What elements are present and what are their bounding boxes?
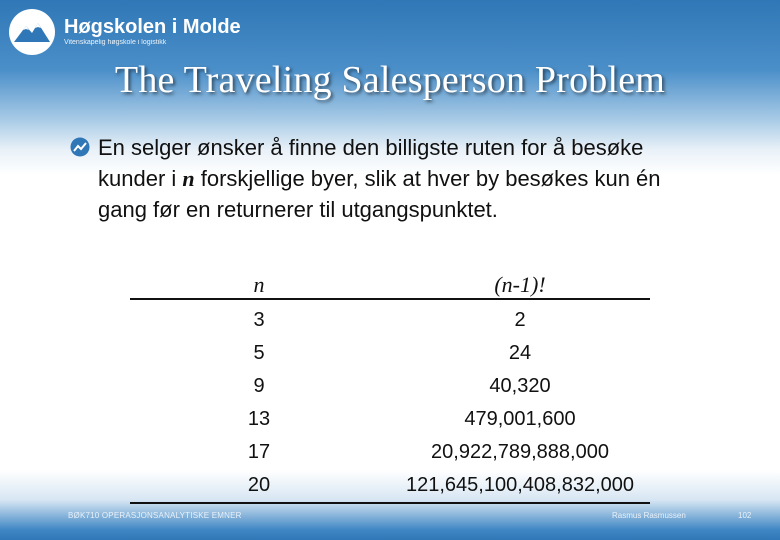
table-cell-factorial: 479,001,600 <box>464 408 576 430</box>
table-cell-n: 20 <box>247 474 271 496</box>
table-row <box>130 304 650 337</box>
table-row <box>130 436 650 469</box>
table-cell-n: 5 <box>253 342 265 364</box>
table-row <box>130 370 650 403</box>
footer-course: BØK710 OPERASJONSANALYTISKE EMNER <box>68 511 242 520</box>
logo-tagline: Vitenskapelig høgskole i logistikk <box>64 39 167 46</box>
table-row <box>130 469 650 504</box>
bullet-item <box>70 132 690 225</box>
table-cell-factorial: 121,645,100,408,832,000 <box>406 474 634 496</box>
table-header-factorial: (n-1)! <box>494 272 546 297</box>
logo-name: Høgskolen i Molde <box>64 16 241 38</box>
logo <box>8 8 241 56</box>
bullet-icon <box>70 137 90 157</box>
slide-title: The Traveling Salesperson Problem <box>114 59 666 101</box>
table-cell-n: 3 <box>253 309 265 331</box>
factorial-table <box>130 272 650 504</box>
bullet-text <box>98 132 690 225</box>
table-cell-n: 9 <box>253 375 265 397</box>
table-row <box>130 403 650 436</box>
table-cell-factorial: 20,922,789,888,000 <box>431 441 609 463</box>
bullet-text-part-1: En selger ønsker å finne den billigste ruten for å besøke kunder i <box>98 135 644 191</box>
table-header-row <box>130 272 650 300</box>
table-cell-n: 13 <box>247 408 271 430</box>
table-cell-n: 17 <box>247 441 271 463</box>
bullet-variable-n: n <box>182 166 195 191</box>
table-cell-factorial: 24 <box>508 342 532 364</box>
mountain-logo-icon <box>8 8 56 56</box>
table-cell-factorial: 40,320 <box>489 375 551 397</box>
footer-page-number: 102 <box>738 511 752 520</box>
table-header-n: n <box>253 272 265 297</box>
footer-author: Rasmus Rasmussen <box>612 511 686 520</box>
bullet-text-part-2: forskjellige byer, slik at hver by besøkes kun én gang før en returnerer til utgangspunktet. <box>98 166 661 222</box>
table-row <box>130 337 650 370</box>
table-cell-factorial: 2 <box>514 309 526 331</box>
